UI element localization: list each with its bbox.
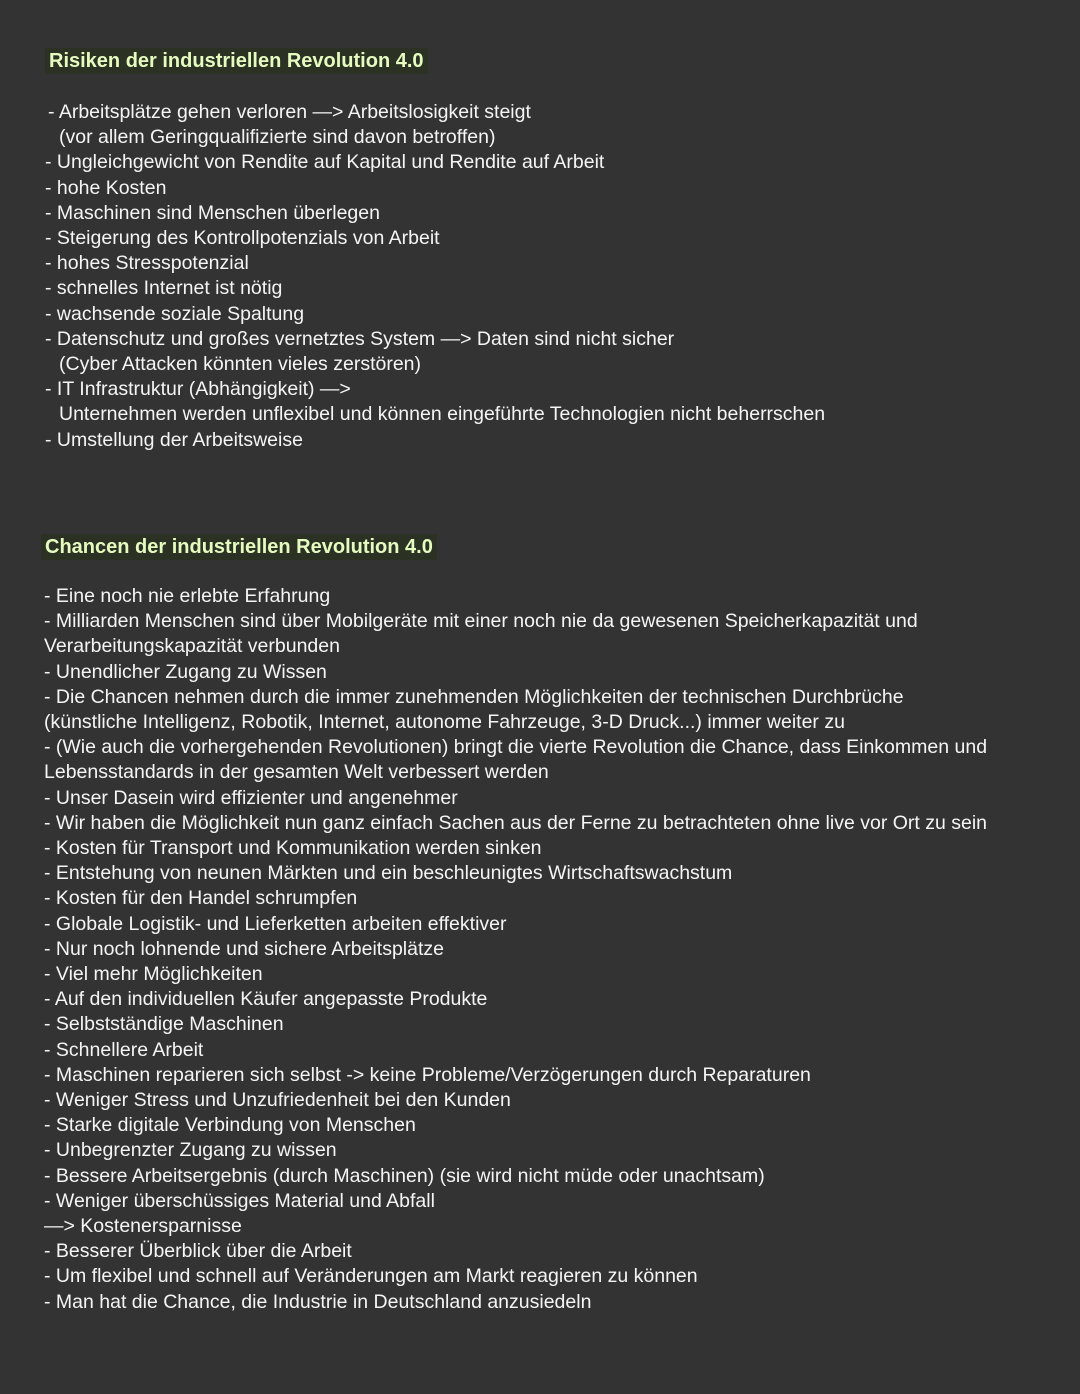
list-item: - Maschinen reparieren sich selbst -> keine Probleme/Verzögerungen durch Reparaturen [44,1063,811,1086]
list-item: - Kosten für den Handel schrumpfen [44,887,358,910]
list-item: - Entstehung von neunen Märkten und ein beschleunigtes Wirtschaftswachstum [44,862,733,885]
list-item: - schnelles Internet ist nötig [45,277,283,300]
list-item: - hohe Kosten [45,176,167,199]
risks-list [45,100,825,453]
list-item: Verarbeitungskapazität verbunden [44,635,340,658]
list-item: - Weniger überschüssiges Material und Abfall [44,1189,435,1212]
list-item: - Milliarden Menschen sind über Mobilgeräte mit einer noch nie da gewesenen Speicherkapazität und [44,610,918,633]
list-item: - Nur noch lohnende und sichere Arbeitsplätze [44,937,444,960]
list-item: - Steigerung des Kontrollpotenzials von Arbeit [45,227,440,250]
list-item: - Arbeitsplätze gehen verloren —> Arbeitslosigkeit steigt [48,101,531,123]
list-item: - Ungleichgewicht von Rendite auf Kapital und Rendite auf Arbeit [45,151,605,174]
list-item: - Bessere Arbeitsergebnis (durch Maschinen) (sie wird nicht müde oder unachtsam) [44,1164,765,1187]
risks-heading: Risiken der industriellen Revolution 4.0 [45,48,428,74]
list-item: - hohes Stresspotenzial [45,252,249,275]
list-item: - Kosten für Transport und Kommunikation werden sinken [44,837,542,860]
list-item: - (Wie auch die vorhergehenden Revolutionen) bringt die vierte Revolution die Chance, dass Einkommen und [44,736,988,759]
list-item: (künstliche Intelligenz, Robotik, Internet, autonome Fahrzeuge, 3-D Druck...) immer weiter zu [44,711,845,734]
chances-heading: Chancen der industriellen Revolution 4.0 [41,534,437,560]
list-item: Lebensstandards in der gesamten Welt verbessert werden [44,761,549,784]
list-item: Unternehmen werden unflexibel und können eingeführte Technologien nicht beherrschen [59,403,826,426]
list-item: - Eine noch nie erlebte Erfahrung [44,585,331,607]
list-item: - Die Chancen nehmen durch die immer zunehmenden Möglichkeiten der technischen Durchbrüche [44,685,904,708]
list-item: - Auf den individuellen Käufer angepasste Produkte [44,988,488,1011]
list-item: - Selbstständige Maschinen [44,1013,284,1036]
list-item: - Viel mehr Möglichkeiten [44,963,263,986]
list-item: (vor allem Geringqualifizierte sind davon betroffen) [59,126,496,149]
list-item: - Umstellung der Arbeitsweise [45,428,303,451]
chances-list [44,584,987,1315]
list-item: (Cyber Attacken könnten vieles zerstören) [59,353,422,376]
list-item: - IT Infrastruktur (Abhängigkeit) —> [45,378,351,401]
list-item: - Weniger Stress und Unzufriedenheit bei den Kunden [44,1089,511,1112]
list-item: - Datenschutz und großes vernetztes System —> Daten sind nicht sicher [45,327,675,350]
list-item: - Um flexibel und schnell auf Veränderungen am Markt reagieren zu können [44,1265,698,1288]
list-item: - Schnellere Arbeit [44,1038,204,1061]
list-item: - Starke digitale Verbindung von Menschen [44,1114,416,1137]
chances-section [41,534,987,1315]
list-item: - Globale Logistik- und Lieferketten arbeiten effektiver [44,912,507,935]
list-item: - Wir haben die Möglichkeit nun ganz einfach Sachen aus der Ferne zu betrachteten ohne live vor Ort zu sein [44,811,988,834]
list-item: - Besserer Überblick über die Arbeit [44,1240,352,1263]
risks-section [45,48,825,453]
list-item: - Unser Dasein wird effizienter und angenehmer [44,786,458,809]
list-item: - Unbegrenzter Zugang zu wissen [44,1139,337,1162]
list-item: - Man hat die Chance, die Industrie in Deutschland anzusiedeln [44,1290,592,1313]
list-item: - Unendlicher Zugang zu Wissen [44,660,327,683]
list-item: —> Kostenersparnisse [44,1215,242,1238]
list-item: - Maschinen sind Menschen überlegen [45,201,380,224]
list-item: - wachsende soziale Spaltung [45,302,305,325]
